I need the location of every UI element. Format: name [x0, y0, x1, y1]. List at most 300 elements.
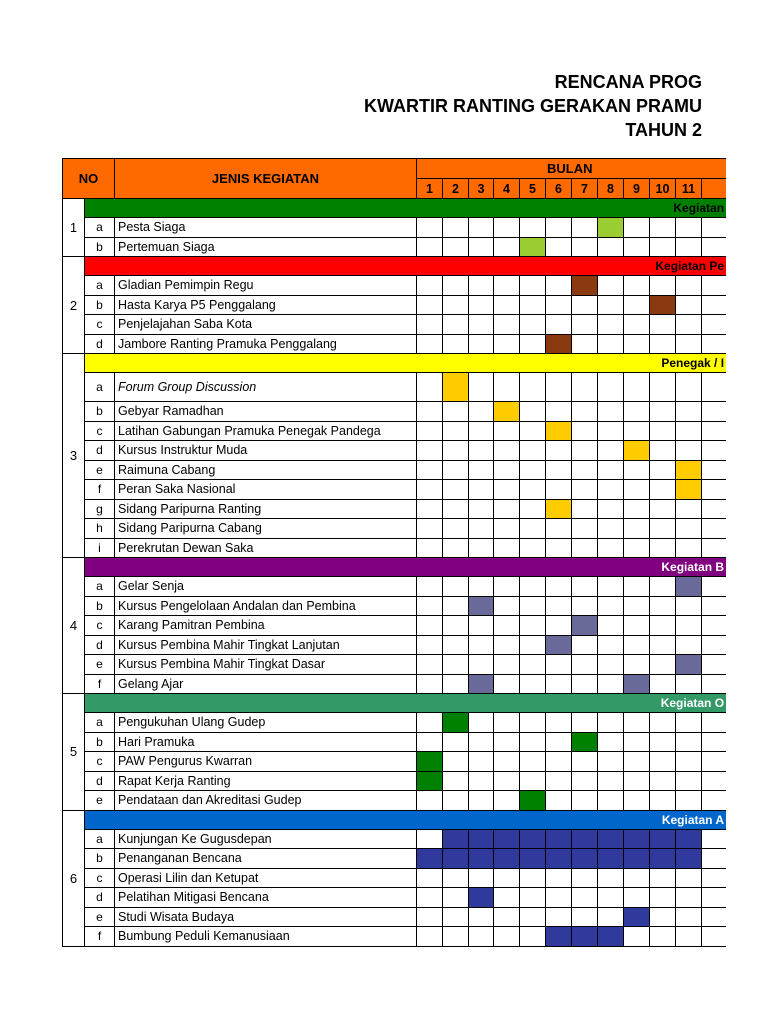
month-cell — [676, 577, 702, 597]
month-cell — [494, 577, 520, 597]
activity-name: Gladian Pemimpin Regu — [115, 276, 417, 296]
month-cell — [676, 868, 702, 888]
activity-name: Sidang Paripurna Ranting — [115, 499, 417, 519]
month-cell — [443, 732, 469, 752]
activity-row — [63, 635, 727, 655]
activity-name: Kursus Pembina Mahir Tingkat Dasar — [115, 655, 417, 675]
month-cell — [443, 276, 469, 296]
month-cell — [676, 596, 702, 616]
month-cell — [650, 441, 676, 461]
activity-row — [63, 480, 727, 500]
month-cell — [598, 616, 624, 636]
activity-row — [63, 441, 727, 461]
month-cell — [650, 655, 676, 675]
month-cell — [624, 373, 650, 402]
activity-letter: e — [85, 460, 115, 480]
header-month: 5 — [520, 179, 546, 199]
month-cell — [443, 927, 469, 947]
activity-name: Peran Saka Nasional — [115, 480, 417, 500]
month-cell-overflow — [702, 927, 727, 947]
month-cell — [650, 237, 676, 257]
month-cell — [676, 888, 702, 908]
month-cell — [520, 334, 546, 354]
month-cell-overflow — [702, 674, 727, 694]
month-cell — [624, 519, 650, 539]
month-cell — [469, 276, 494, 296]
month-cell — [520, 596, 546, 616]
month-cell-overflow — [702, 460, 727, 480]
activity-row — [63, 907, 727, 927]
month-cell — [572, 441, 598, 461]
activity-name: Kursus Pembina Mahir Tingkat Lanjutan — [115, 635, 417, 655]
activity-row — [63, 334, 727, 354]
month-cell-overflow — [702, 480, 727, 500]
month-cell — [520, 655, 546, 675]
month-cell — [469, 402, 494, 422]
month-cell-overflow — [702, 596, 727, 616]
month-cell — [572, 519, 598, 539]
month-cell — [572, 237, 598, 257]
month-cell — [494, 295, 520, 315]
month-cell-overflow — [702, 907, 727, 927]
month-cell — [417, 499, 443, 519]
month-cell — [676, 674, 702, 694]
activity-row — [63, 460, 727, 480]
month-cell — [520, 373, 546, 402]
activity-name: Bumbung Peduli Kemanusiaan — [115, 927, 417, 947]
month-cell — [417, 771, 443, 791]
month-cell — [443, 849, 469, 869]
activity-row — [63, 276, 727, 296]
activity-row — [63, 791, 727, 811]
month-cell-overflow — [702, 868, 727, 888]
month-cell — [624, 596, 650, 616]
month-cell — [676, 334, 702, 354]
month-cell — [546, 460, 572, 480]
month-cell-overflow — [702, 635, 727, 655]
activity-name: Hasta Karya P5 Penggalang — [115, 295, 417, 315]
month-cell — [520, 829, 546, 849]
section-title-bar: Kegiatan O — [85, 694, 727, 713]
header-month: 1 — [417, 179, 443, 199]
month-cell — [598, 868, 624, 888]
month-cell — [469, 849, 494, 869]
month-cell — [546, 596, 572, 616]
month-cell-overflow — [702, 655, 727, 675]
month-cell — [417, 635, 443, 655]
month-cell — [417, 752, 443, 772]
month-cell — [598, 421, 624, 441]
month-cell — [494, 538, 520, 558]
month-cell — [494, 927, 520, 947]
month-cell — [676, 538, 702, 558]
month-cell — [417, 295, 443, 315]
month-cell — [572, 421, 598, 441]
month-cell — [676, 635, 702, 655]
month-cell — [494, 868, 520, 888]
month-cell — [469, 888, 494, 908]
activity-name: Hari Pramuka — [115, 732, 417, 752]
month-cell — [469, 499, 494, 519]
month-cell — [546, 791, 572, 811]
month-cell — [417, 596, 443, 616]
month-cell — [546, 218, 572, 238]
month-cell — [598, 752, 624, 772]
activity-name: Rapat Kerja Ranting — [115, 771, 417, 791]
month-cell — [494, 276, 520, 296]
activity-row — [63, 849, 727, 869]
month-cell-overflow — [702, 616, 727, 636]
month-cell — [494, 635, 520, 655]
section-title-bar: Penegak / I — [85, 354, 727, 373]
activity-letter: c — [85, 752, 115, 772]
month-cell — [469, 373, 494, 402]
month-cell-overflow — [702, 315, 727, 335]
activity-letter: e — [85, 791, 115, 811]
month-cell-overflow — [702, 829, 727, 849]
header-month: 3 — [469, 179, 494, 199]
month-cell — [650, 713, 676, 733]
month-cell — [546, 771, 572, 791]
month-cell — [546, 402, 572, 422]
month-cell — [676, 315, 702, 335]
month-cell — [572, 295, 598, 315]
month-cell — [520, 315, 546, 335]
month-cell — [546, 713, 572, 733]
section-title-bar: Kegiatan B — [85, 558, 727, 577]
month-cell — [650, 907, 676, 927]
month-cell — [469, 334, 494, 354]
month-cell — [624, 635, 650, 655]
month-cell — [650, 276, 676, 296]
month-cell — [598, 237, 624, 257]
month-cell — [546, 276, 572, 296]
month-cell — [520, 888, 546, 908]
activity-name: Pengukuhan Ulang Gudep — [115, 713, 417, 733]
month-cell — [572, 218, 598, 238]
month-cell — [417, 791, 443, 811]
month-cell — [624, 616, 650, 636]
month-cell — [598, 674, 624, 694]
month-cell — [520, 402, 546, 422]
month-cell — [598, 295, 624, 315]
month-cell — [417, 577, 443, 597]
month-cell-overflow — [702, 713, 727, 733]
month-cell — [417, 538, 443, 558]
month-cell — [650, 674, 676, 694]
month-cell — [546, 499, 572, 519]
activity-name: Operasi Lilin dan Ketupat — [115, 868, 417, 888]
activity-row — [63, 674, 727, 694]
month-cell — [650, 480, 676, 500]
month-cell-overflow — [702, 237, 727, 257]
month-cell — [572, 402, 598, 422]
month-cell — [494, 402, 520, 422]
month-cell — [624, 460, 650, 480]
activity-letter: a — [85, 373, 115, 402]
month-cell — [520, 218, 546, 238]
month-cell — [443, 373, 469, 402]
month-cell — [676, 655, 702, 675]
month-cell — [650, 752, 676, 772]
section-header-row — [63, 810, 727, 829]
month-cell — [572, 616, 598, 636]
section-number: 3 — [63, 354, 85, 558]
document-title-block — [0, 0, 768, 150]
header-month-overflow — [702, 179, 727, 199]
month-cell — [417, 237, 443, 257]
month-cell — [624, 480, 650, 500]
month-cell-overflow — [702, 421, 727, 441]
month-cell — [469, 315, 494, 335]
month-cell — [650, 499, 676, 519]
month-cell — [650, 888, 676, 908]
month-cell — [469, 519, 494, 539]
month-cell — [417, 480, 443, 500]
month-cell — [546, 674, 572, 694]
activity-row — [63, 771, 727, 791]
month-cell — [546, 373, 572, 402]
header-month: 11 — [676, 179, 702, 199]
month-cell — [520, 635, 546, 655]
month-cell — [676, 519, 702, 539]
month-cell — [546, 655, 572, 675]
activity-name: Gelar Senja — [115, 577, 417, 597]
month-cell — [650, 538, 676, 558]
activity-name: Pesta Siaga — [115, 218, 417, 238]
activity-name: Pelatihan Mitigasi Bencana — [115, 888, 417, 908]
title-line-2: KWARTIR RANTING GERAKAN PRAMU — [364, 96, 702, 116]
month-cell-overflow — [702, 334, 727, 354]
month-cell — [624, 752, 650, 772]
activity-letter: b — [85, 732, 115, 752]
month-cell — [546, 927, 572, 947]
month-cell — [624, 713, 650, 733]
month-cell — [676, 752, 702, 772]
month-cell — [598, 276, 624, 296]
month-cell — [520, 868, 546, 888]
month-cell — [650, 315, 676, 335]
month-cell-overflow — [702, 752, 727, 772]
month-cell — [494, 596, 520, 616]
month-cell — [469, 752, 494, 772]
month-cell — [443, 538, 469, 558]
month-cell — [417, 616, 443, 636]
activity-name: Forum Group Discussion — [115, 373, 417, 402]
month-cell — [443, 218, 469, 238]
month-cell — [494, 499, 520, 519]
month-cell — [469, 674, 494, 694]
activity-letter: a — [85, 218, 115, 238]
month-cell — [417, 888, 443, 908]
activity-letter: d — [85, 334, 115, 354]
month-cell-overflow — [702, 577, 727, 597]
month-cell — [494, 849, 520, 869]
month-cell — [598, 538, 624, 558]
activity-name: Raimuna Cabang — [115, 460, 417, 480]
month-cell — [650, 829, 676, 849]
month-cell — [469, 771, 494, 791]
activity-name: Penanganan Bencana — [115, 849, 417, 869]
month-cell-overflow — [702, 791, 727, 811]
month-cell — [546, 295, 572, 315]
month-cell — [624, 237, 650, 257]
month-cell — [520, 295, 546, 315]
activity-name: Karang Pamitran Pembina — [115, 616, 417, 636]
activity-letter: f — [85, 927, 115, 947]
month-cell — [520, 771, 546, 791]
month-cell — [443, 499, 469, 519]
activity-letter: b — [85, 402, 115, 422]
month-cell — [417, 829, 443, 849]
month-cell — [417, 460, 443, 480]
month-cell — [598, 480, 624, 500]
month-cell — [572, 334, 598, 354]
month-cell — [417, 713, 443, 733]
month-cell — [546, 635, 572, 655]
month-cell — [469, 237, 494, 257]
activity-row — [63, 888, 727, 908]
activity-name: Kursus Instruktur Muda — [115, 441, 417, 461]
month-cell — [598, 635, 624, 655]
activity-letter: c — [85, 616, 115, 636]
month-cell — [469, 635, 494, 655]
month-cell-overflow — [702, 849, 727, 869]
section-header-row — [63, 558, 727, 577]
month-cell — [494, 732, 520, 752]
section-title-bar: Kegiatan A — [85, 810, 727, 829]
activity-letter: h — [85, 519, 115, 539]
activity-letter: b — [85, 596, 115, 616]
month-cell — [443, 655, 469, 675]
month-cell — [520, 616, 546, 636]
month-cell — [520, 791, 546, 811]
month-cell — [676, 276, 702, 296]
month-cell — [494, 655, 520, 675]
month-cell — [676, 616, 702, 636]
month-cell — [520, 849, 546, 869]
month-cell — [520, 519, 546, 539]
month-cell — [624, 791, 650, 811]
activity-name: Studi Wisata Budaya — [115, 907, 417, 927]
month-cell — [650, 771, 676, 791]
header-month: 9 — [624, 179, 650, 199]
month-cell — [443, 771, 469, 791]
month-cell — [572, 499, 598, 519]
month-cell — [650, 402, 676, 422]
activity-letter: c — [85, 315, 115, 335]
month-cell-overflow — [702, 218, 727, 238]
month-cell — [417, 276, 443, 296]
month-cell — [546, 237, 572, 257]
month-cell — [624, 402, 650, 422]
month-cell — [572, 907, 598, 927]
month-cell — [494, 480, 520, 500]
month-cell — [676, 713, 702, 733]
month-cell — [546, 519, 572, 539]
activity-name: Kursus Pengelolaan Andalan dan Pembina — [115, 596, 417, 616]
month-cell — [469, 713, 494, 733]
month-cell — [520, 421, 546, 441]
activity-letter: f — [85, 480, 115, 500]
activity-row — [63, 499, 727, 519]
section-header-row — [63, 354, 727, 373]
month-cell — [417, 441, 443, 461]
activity-name: Sidang Paripurna Cabang — [115, 519, 417, 539]
activity-row — [63, 713, 727, 733]
month-cell-overflow — [702, 441, 727, 461]
activity-row — [63, 519, 727, 539]
activity-row — [63, 596, 727, 616]
month-cell — [624, 421, 650, 441]
month-cell — [598, 499, 624, 519]
activity-letter: g — [85, 499, 115, 519]
activity-letter: c — [85, 868, 115, 888]
month-cell — [624, 888, 650, 908]
month-cell — [676, 441, 702, 461]
section-number: 6 — [63, 810, 85, 946]
month-cell — [624, 771, 650, 791]
month-cell — [494, 674, 520, 694]
activity-letter: e — [85, 655, 115, 675]
month-cell — [572, 577, 598, 597]
month-cell — [572, 888, 598, 908]
activity-row — [63, 402, 727, 422]
month-cell — [494, 373, 520, 402]
activity-name: Jambore Ranting Pramuka Penggalang — [115, 334, 417, 354]
month-cell — [598, 907, 624, 927]
month-cell — [598, 888, 624, 908]
header-no: NO — [63, 159, 115, 199]
activity-letter: a — [85, 829, 115, 849]
month-cell — [624, 927, 650, 947]
month-cell — [443, 334, 469, 354]
month-cell — [650, 421, 676, 441]
month-cell — [494, 616, 520, 636]
activity-row — [63, 237, 727, 257]
month-cell — [624, 334, 650, 354]
month-cell — [676, 791, 702, 811]
month-cell — [520, 674, 546, 694]
month-cell — [598, 849, 624, 869]
month-cell — [494, 771, 520, 791]
month-cell — [676, 771, 702, 791]
activity-name: Pendataan dan Akreditasi Gudep — [115, 791, 417, 811]
month-cell — [676, 927, 702, 947]
month-cell — [443, 577, 469, 597]
month-cell — [443, 907, 469, 927]
month-cell — [469, 295, 494, 315]
month-cell — [443, 402, 469, 422]
activity-row — [63, 829, 727, 849]
month-cell — [520, 237, 546, 257]
month-cell — [676, 849, 702, 869]
month-cell — [676, 829, 702, 849]
section-number: 4 — [63, 558, 85, 694]
month-cell — [598, 655, 624, 675]
activity-row — [63, 868, 727, 888]
month-cell — [520, 752, 546, 772]
month-cell — [572, 732, 598, 752]
month-cell — [650, 927, 676, 947]
month-cell — [598, 732, 624, 752]
month-cell — [546, 616, 572, 636]
month-cell — [443, 460, 469, 480]
month-cell — [650, 519, 676, 539]
month-cell — [469, 441, 494, 461]
month-cell — [443, 421, 469, 441]
month-cell — [546, 829, 572, 849]
